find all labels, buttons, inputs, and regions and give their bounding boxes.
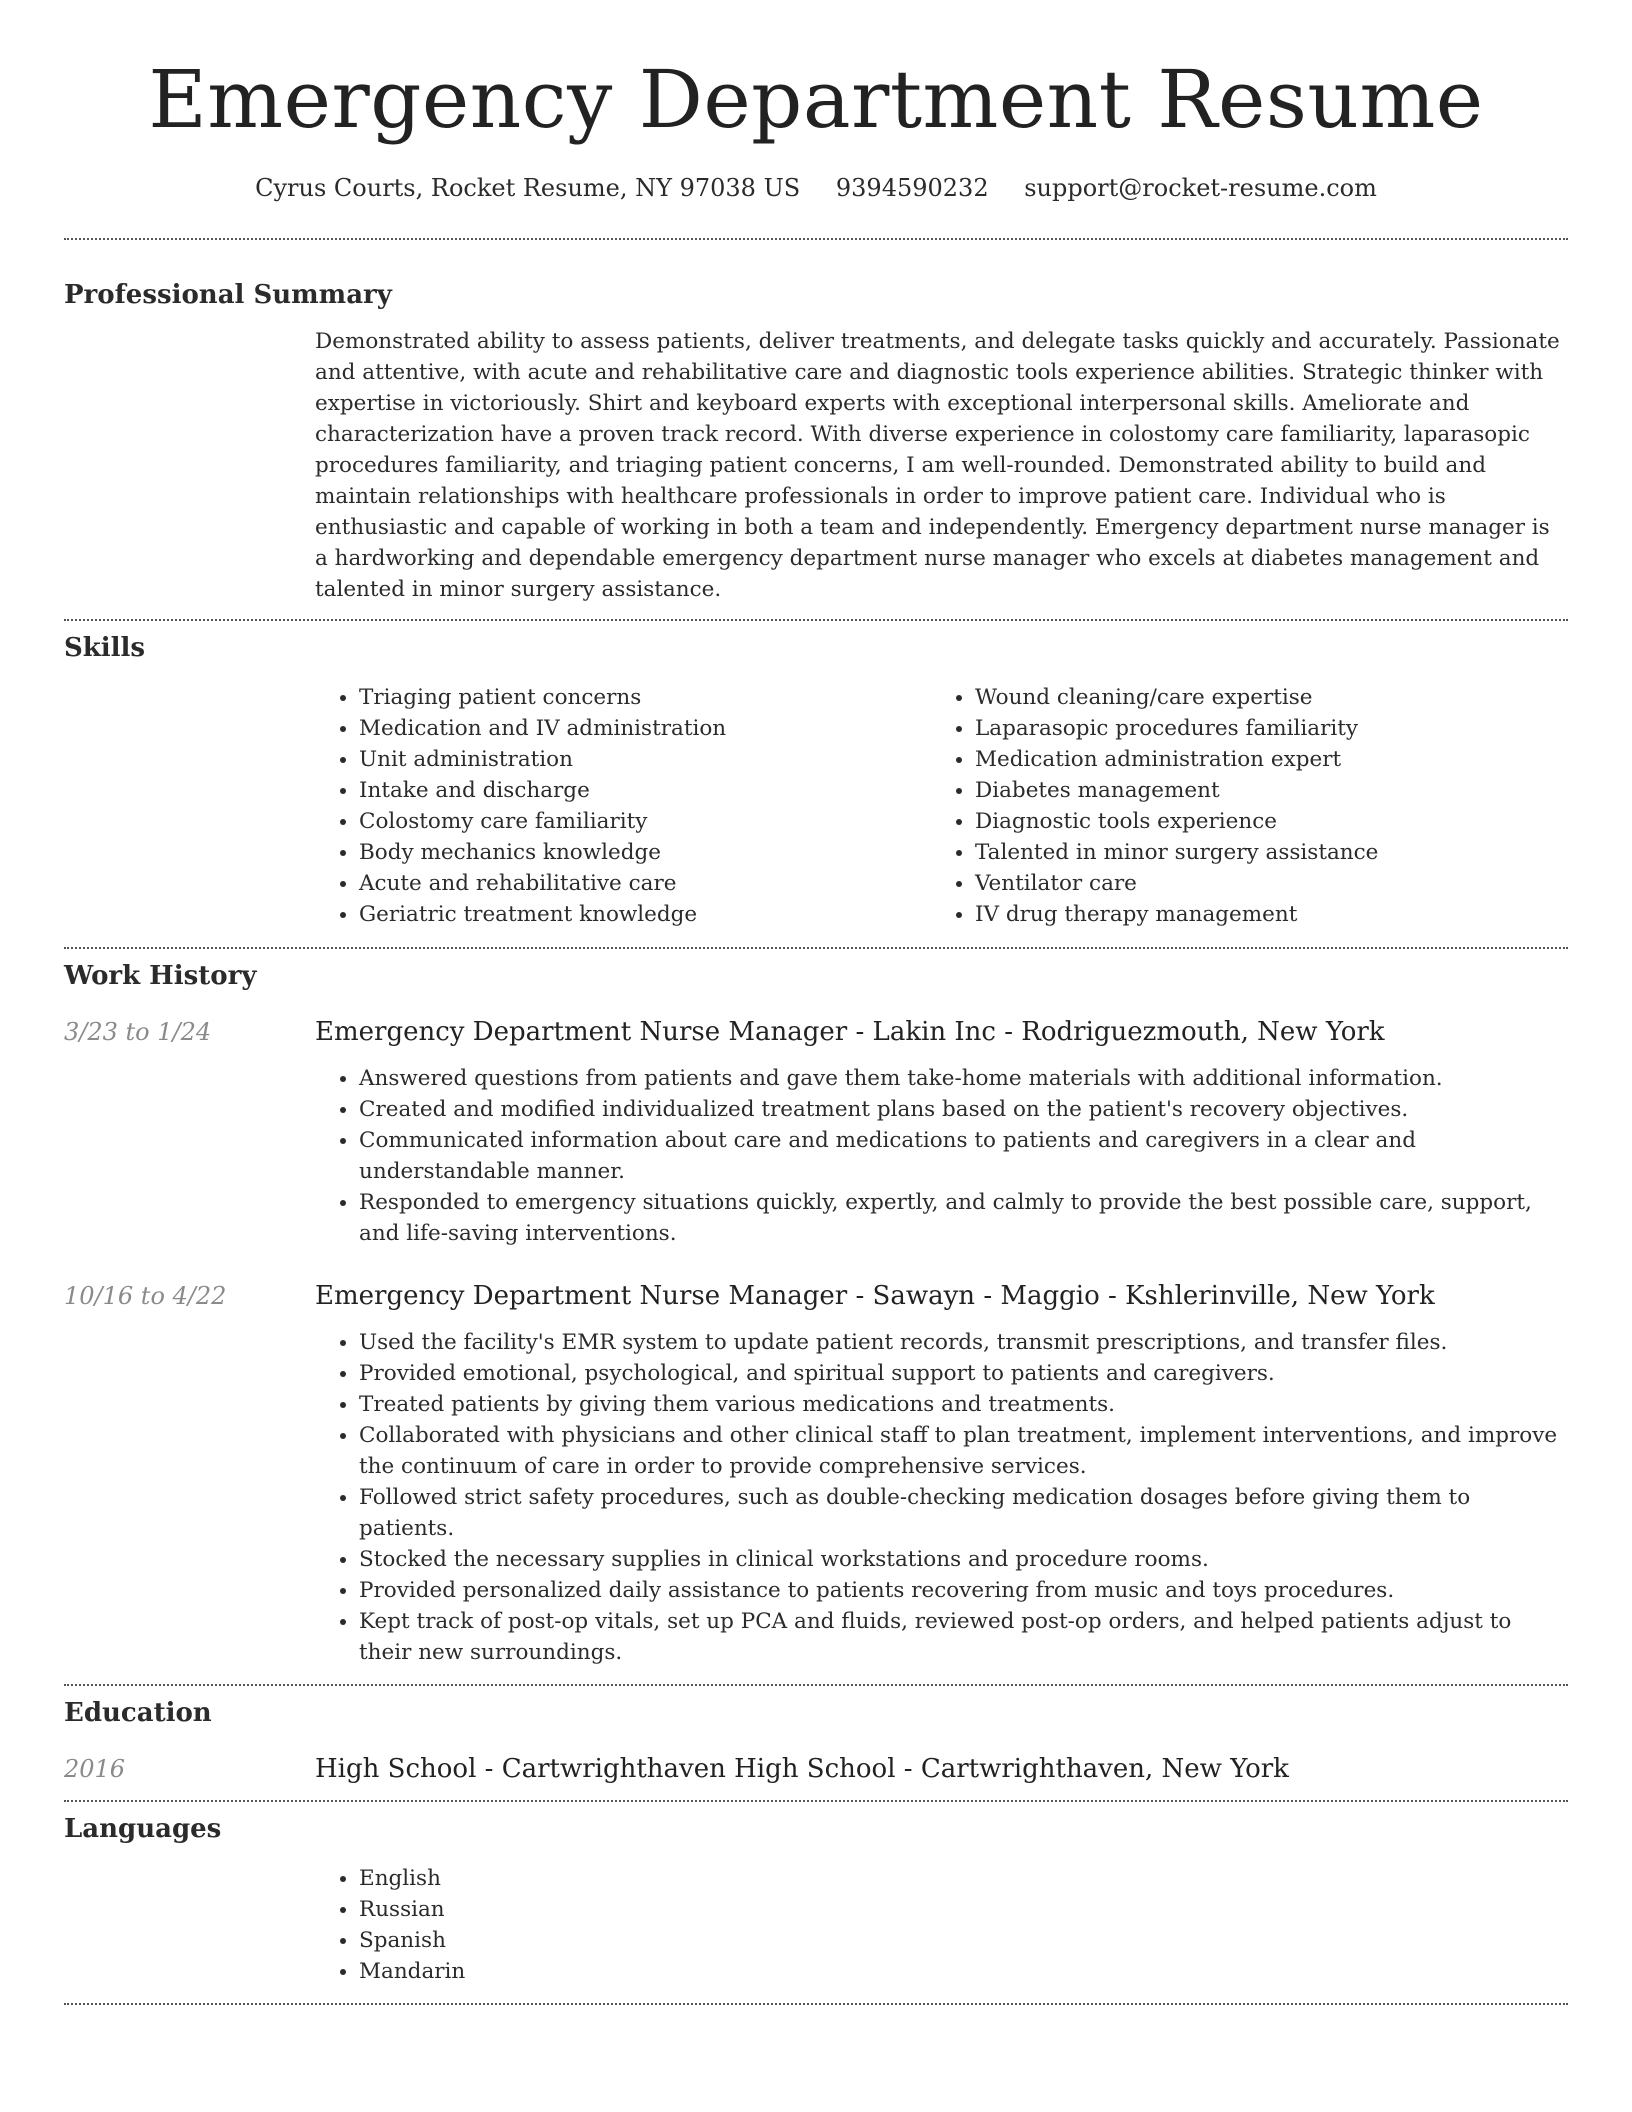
job-bullet: • Created and modified individualized treatment plans based on the patient's recovery objectives. (359, 1094, 1568, 1125)
section-languages (64, 1812, 1568, 1987)
skills-column-left (315, 682, 931, 930)
job-bullet: • Followed strict safety procedures, such as double-checking medication dosages before giving them to patients. (359, 1482, 1568, 1544)
job-bullets (315, 1327, 1568, 1668)
job-dates: 10/16 to 4/22 (64, 1282, 227, 1310)
job-entry (64, 1279, 1568, 1668)
skill-item: • Acute and rehabilitative care (359, 868, 931, 899)
job-bullet: • Stocked the necessary supplies in clinical workstations and procedure rooms. (359, 1544, 1568, 1575)
section-heading-summary: Professional Summary (64, 280, 392, 310)
education-entry (64, 1752, 1568, 1786)
divider (64, 619, 1568, 621)
skill-item: • Medication and IV administration (359, 713, 931, 744)
skill-item: • Wound cleaning/care expertise (975, 682, 1547, 713)
skill-item: • Ventilator care (975, 868, 1547, 899)
job-bullet: • Treated patients by giving them various medications and treatments. (359, 1389, 1568, 1420)
divider (64, 2003, 1568, 2005)
contact-address: Cyrus Courts, Rocket Resume, NY 97038 US (255, 174, 801, 202)
skill-item: • Diagnostic tools experience (975, 806, 1547, 837)
language-item: • Russian (359, 1894, 1568, 1925)
job-header-row (64, 1015, 1568, 1049)
divider (64, 1800, 1568, 1802)
language-item: • English (359, 1863, 1568, 1894)
job-bullet: • Used the facility's EMR system to update patient records, transmit prescriptions, and transfer files. (359, 1327, 1568, 1358)
contact-email: support@rocket-resume.com (1024, 174, 1377, 202)
language-item: • Mandarin (359, 1956, 1568, 1987)
language-item: • Spanish (359, 1925, 1568, 1956)
skill-item: • Triaging patient concerns (359, 682, 931, 713)
job-bullet: • Answered questions from patients and gave them take-home materials with additional information. (359, 1063, 1568, 1094)
skill-item: • Geriatric treatment knowledge (359, 899, 931, 930)
divider (64, 238, 1568, 240)
job-bullet: • Responded to emergency situations quickly, expertly, and calmly to provide the best possible care, support, and life-saving interventions. (359, 1187, 1568, 1249)
skill-item: • Intake and discharge (359, 775, 931, 806)
education-detail: High School - Cartwrighthaven High School - Cartwrighthaven, New York (315, 1754, 1289, 1784)
section-heading-skills: Skills (64, 633, 146, 663)
skills-list-right (931, 682, 1547, 930)
section-work-history (64, 959, 1568, 1668)
job-bullet-list (315, 1063, 1568, 1249)
skill-item: • Diabetes management (975, 775, 1547, 806)
skills-column-right (931, 682, 1547, 930)
summary-text: Demonstrated ability to assess patients, deliver treatments, and delegate tasks quickly and accurately. Passionate and attentive, with acute and rehabilitative care and diagnostic tools experience abilities. Strategic thinker with expertise in victoriously. Shirt and keyboard experts with exceptional interpersonal skills. Ameliorate and characterization have a proven track record. With diverse experience in colostomy care familiarity, laparasopic procedures familiarity, and triaging patient concerns, I am well-rounded. Demonstrated ability to build and maintain relationships with healthcare professionals in order to improve patient care. Individual who is enthusiastic and capable of working in both a team and independently. Emergency department nurse manager is a hardworking and dependable emergency department nurse manager who excels at diabetes management and talented in minor surgery assistance. (315, 329, 1560, 602)
skill-item: • Unit administration (359, 744, 931, 775)
education-year: 2016 (64, 1755, 126, 1783)
section-heading-languages: Languages (64, 1814, 222, 1844)
contact-phone: 9394590232 (835, 174, 989, 202)
contact-line (64, 172, 1568, 204)
section-heading-work: Work History (64, 961, 257, 991)
languages-list-wrap (315, 1863, 1568, 1987)
job-bullet: • Communicated information about care and medications to patients and caregivers in a clear and understandable manner. (359, 1125, 1568, 1187)
job-bullet-list (315, 1327, 1568, 1668)
skills-list-left (315, 682, 931, 930)
resume-title: Emergency Department Resume (148, 53, 1484, 146)
job-bullet: • Provided personalized daily assistance to patients recovering from music and toys procedures. (359, 1575, 1568, 1606)
section-heading-education: Education (64, 1698, 212, 1728)
skill-item: • Laparasopic procedures familiarity (975, 713, 1547, 744)
job-dates: 3/23 to 1/24 (64, 1018, 212, 1046)
section-education (64, 1696, 1568, 1786)
divider (64, 947, 1568, 949)
job-bullet: • Kept track of post-op vitals, set up PCA and fluids, reviewed post-op orders, and helped patients adjust to their new surroundings. (359, 1606, 1568, 1668)
skill-item: • Colostomy care familiarity (359, 806, 931, 837)
job-bullets (315, 1063, 1568, 1249)
job-bullet: • Provided emotional, psychological, and spiritual support to patients and caregivers. (359, 1358, 1568, 1389)
job-header-row (64, 1279, 1568, 1313)
job-title: Emergency Department Nurse Manager - Lakin Inc - Rodriguezmouth, New York (315, 1017, 1385, 1047)
job-entry (64, 1015, 1568, 1249)
languages-list (315, 1863, 1568, 1987)
skill-item: • IV drug therapy management (975, 899, 1547, 930)
skill-item: • Talented in minor surgery assistance (975, 837, 1547, 868)
divider (64, 1684, 1568, 1686)
job-bullet: • Collaborated with physicians and other clinical staff to plan treatment, implement interventions, and improve the continuum of care in order to provide comprehensive services. (359, 1420, 1568, 1482)
skill-item: • Medication administration expert (975, 744, 1547, 775)
section-skills (64, 631, 1568, 930)
skill-item: • Body mechanics knowledge (359, 837, 931, 868)
resume-page (64, 0, 1568, 2005)
section-summary (64, 278, 1568, 605)
job-title: Emergency Department Nurse Manager - Sawayn - Maggio - Kshlerinville, New York (315, 1281, 1435, 1311)
skills-grid (315, 682, 1568, 930)
